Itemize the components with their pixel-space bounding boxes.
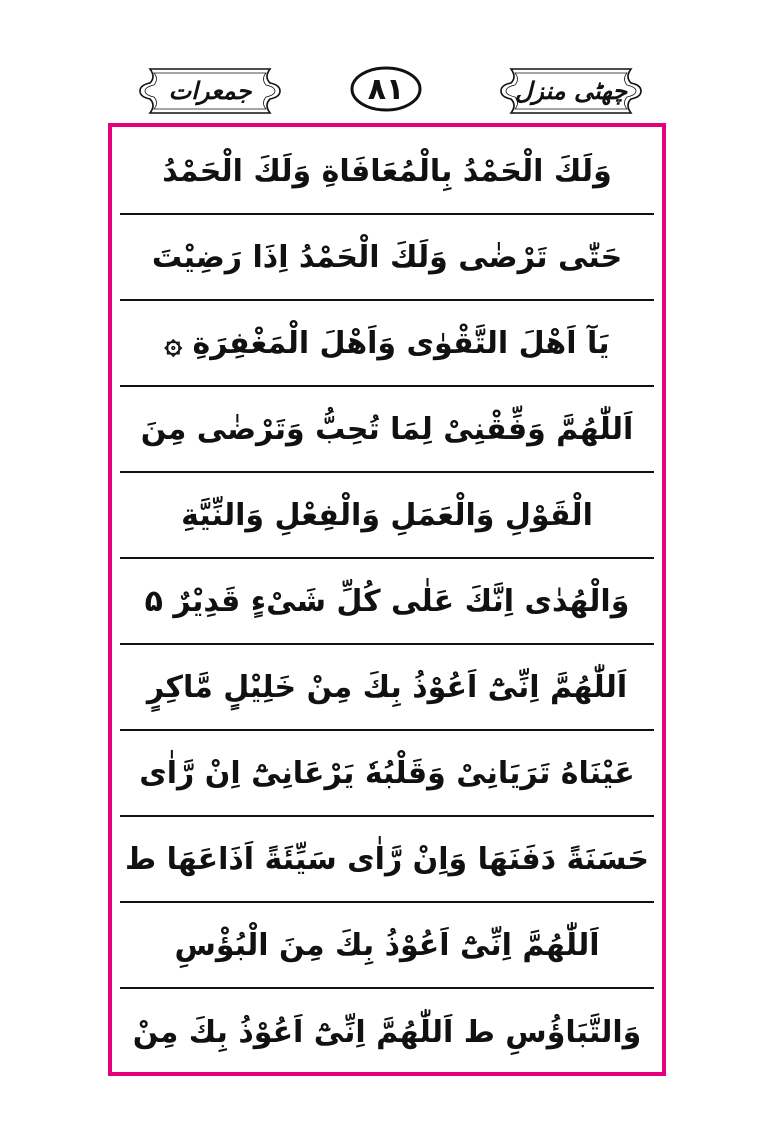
line-text: اَللّٰهُمَّ اِنِّىْٓ اَعُوْذُ بِكَ مِنْ خَلِيْلٍ مَّاكِرٍ — [146, 669, 628, 705]
day-cartouche — [136, 63, 284, 119]
text-line-4 — [120, 387, 654, 473]
line-text: وَالْهُدٰى اِنَّكَ عَلٰى كُلِّ شَىْءٍ قَدِيْرٌ ۵ — [144, 583, 630, 619]
text-line-3 — [120, 301, 654, 387]
line-text: وَالتَّبَاؤُسِ ط اَللّٰهُمَّ اِنِّىْٓ اَعُوْذُ بِكَ مِنْ — [132, 1014, 642, 1050]
line-text: عَيْنَاهُ تَرَيَانِىْ وَقَلْبُهٗ يَرْعَانِىْٓ اِنْ رَّاٰى — [139, 755, 635, 791]
line-text: الْقَوْلِ وَالْعَمَلِ وَالْفِعْلِ وَالنِّيَّةِ — [181, 497, 593, 533]
text-line-11 — [120, 989, 654, 1075]
text-line-8 — [120, 731, 654, 817]
line-text: اَللّٰهُمَّ وَفِّقْنِىْ لِمَا تُحِبُّ وَتَرْضٰى مِنَ — [140, 411, 634, 447]
text-frame — [108, 123, 666, 1076]
manzil-label: چھٹی منزل — [514, 77, 628, 105]
text-line-1 — [120, 129, 654, 215]
line-text: حَسَنَةً دَفَنَهَا وَاِنْ رَّاٰى سَيِّئَةً اَذَاعَهَا ط — [124, 841, 650, 877]
page-number: ٨١ — [367, 71, 405, 107]
line-text: يَآ اَهْلَ التَّقْوٰى وَاَهْلَ الْمَغْفِرَةِ ۞ — [164, 325, 610, 361]
line-text: اَللّٰهُمَّ اِنِّىْٓ اَعُوْذُ بِكَ مِنَ الْبُؤْسِ — [174, 927, 600, 963]
text-line-9 — [120, 817, 654, 903]
text-line-2 — [120, 215, 654, 301]
line-text: حَتّٰى تَرْضٰى وَلَكَ الْحَمْدُ اِذَا رَضِيْتَ — [151, 239, 623, 275]
text-line-10 — [120, 903, 654, 989]
line-text: وَلَكَ الْحَمْدُ بِالْمُعَافَاةِ وَلَكَ الْحَمْدُ — [162, 153, 612, 189]
manzil-cartouche — [497, 63, 645, 119]
day-label: جمعرات — [168, 77, 252, 105]
text-lines — [120, 129, 654, 1064]
text-line-6 — [120, 559, 654, 645]
text-line-7 — [120, 645, 654, 731]
page-number-badge — [349, 65, 423, 113]
text-line-5 — [120, 473, 654, 559]
